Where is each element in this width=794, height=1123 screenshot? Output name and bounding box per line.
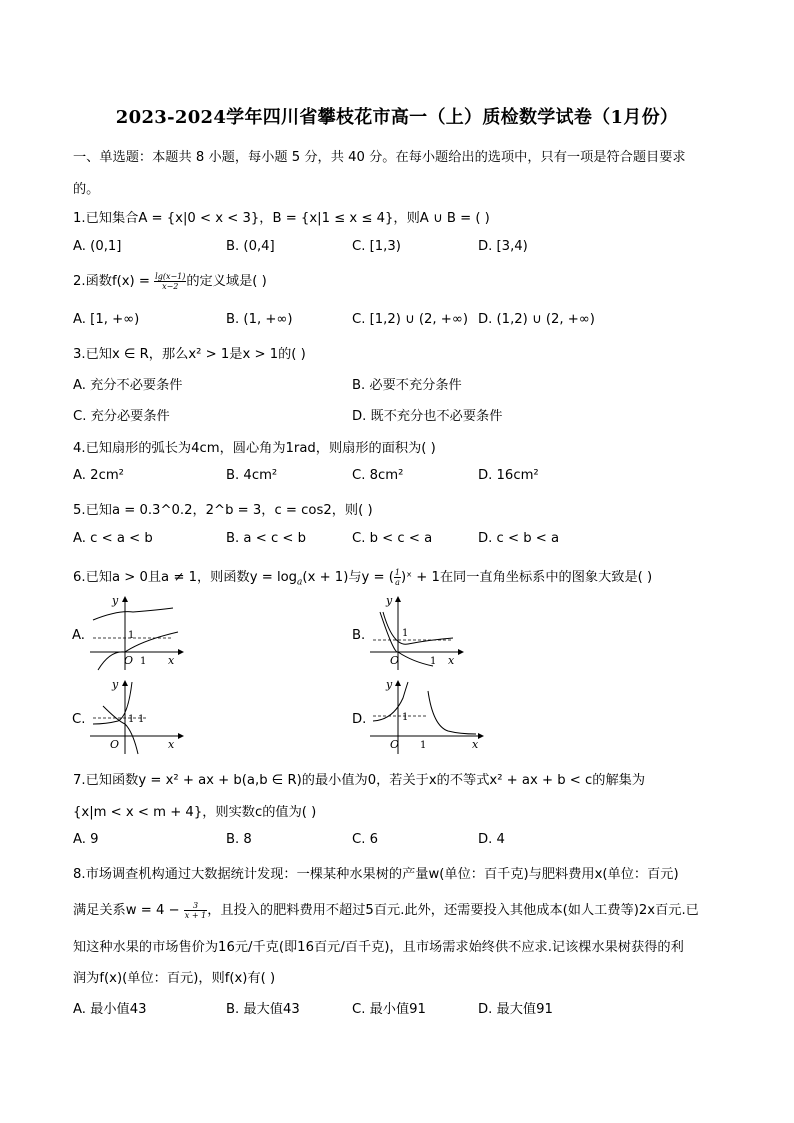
section-header-cont: 的。 [73,182,100,197]
question-8-line1: 8.市场调查机构通过大数据统计发现：一棵某种水果树的产量w(单位：百千克)与肥料费用x(单位：百元) [73,867,679,882]
log-curve [428,691,476,734]
q6-frac-den: a [395,577,400,587]
q8-fraction [184,901,207,920]
q8-line2-suffix: ，且投入的肥料费用不超过5百元.此外，还需要投入其他成本(如人工费等)2x百元.已 [207,903,699,918]
q4-option-d: D. 16cm² [478,468,539,483]
q6-option-c-label: C. [72,712,86,727]
q6-graph-a [88,592,188,672]
question-7-line2: {x|m < x < m + 4}，则实数c的值为( ) [73,805,317,820]
q3-option-a: A. 充分不必要条件 [73,378,183,393]
q2-fraction [154,272,186,291]
x-label: x [472,738,479,751]
q8-frac-den: x + 1 [184,910,207,920]
q5-option-d: D. c < b < a [478,531,560,546]
q3-option-c: C. 充分必要条件 [73,409,170,424]
q8-option-a: A. 最小值43 [73,1002,147,1017]
q4-option-a: A. 2cm² [73,468,124,483]
q1-option-c: C. [1,3) [352,239,401,254]
exp-curve [93,608,173,620]
question-2 [73,270,267,291]
q2-prefix: 2.函数f(x) = [73,274,155,289]
q6-mid: (x + 1)与y = ( [302,570,394,585]
y-label: y [112,678,119,691]
x-one-label: 1 [420,740,427,751]
q8-frac-num: 3 [184,901,207,911]
origin-label: O [390,738,400,751]
one-label: 1 [402,628,409,639]
q5-option-c: C. b < c < a [352,531,433,546]
x-one-label: 1 [430,656,437,667]
one-label: 1 [128,714,135,725]
q2-option-b: B. (1, +∞) [226,312,293,327]
q6-graph-b [368,592,468,672]
question-8-line2 [73,899,699,920]
q2-suffix: 的定义域是( ) [186,274,267,289]
q6-suffix: )ˣ + 1在同一直角坐标系中的图象大致是( ) [401,570,653,585]
question-4: 4.已知扇形的弧长为4cm，圆心角为1rad，则扇形的面积为( ) [73,441,436,456]
q2-frac-num: lg(x−1) [155,271,186,281]
question-6 [73,566,652,588]
q6-option-a-label: A. [72,628,85,643]
q8-option-b: B. 最大值43 [226,1002,300,1017]
q1-option-a: A. (0,1] [73,239,122,254]
q2-frac-den: x−2 [162,281,179,291]
q2-option-c: C. [1,2) ∪ (2, +∞) [352,312,468,327]
question-7-line1: 7.已知函数y = x² + ax + b(a,b ∈ R)的最小值为0，若关于x的不等式x² + ax + b < c的解集为 [73,773,646,788]
q6-log-base: a [297,577,303,588]
x-label: x [448,654,455,667]
y-label: y [112,594,119,607]
exp-curve [383,612,453,644]
log-curve [380,612,433,666]
page-title: 2023-2024学年四川省攀枝花市高一（上）质检数学试卷（1月份） [115,107,679,128]
one-label: 1 [128,630,135,641]
q1-option-b: B. (0,4] [226,239,275,254]
q4-option-c: C. 8cm² [352,468,404,483]
q7-option-b: B. 8 [226,832,252,847]
question-3: 3.已知x ∈ R，那么x² > 1是x > 1的( ) [73,347,306,362]
q8-option-d: D. 最大值91 [478,1002,553,1017]
q6-graph-d [368,676,488,756]
q6-option-b-label: B. [352,628,366,643]
q8-option-c: C. 最小值91 [352,1002,426,1017]
x-label: x [168,738,175,751]
q2-option-a: A. [1, +∞) [73,312,140,327]
q7-option-c: C. 6 [352,832,378,847]
origin-label: O [124,654,134,667]
origin-label: O [390,654,400,667]
q6-fraction [394,568,401,587]
q5-option-b: B. a < c < b [226,531,307,546]
q3-option-d: D. 既不充分也不必要条件 [352,409,503,424]
q7-option-a: A. 9 [73,832,99,847]
question-1: 1.已知集合A = {x|0 < x < 3}，B = {x|1 ≤ x ≤ 4}，则A ∪ B = ( ) [73,211,490,226]
q6-prefix: 6.已知a > 0且a ≠ 1，则函数y = log [73,570,298,585]
x-one-label: 1 [140,656,147,667]
q3-option-b: B. 必要不充分条件 [352,378,462,393]
question-5: 5.已知a = 0.3^0.2，2^b = 3，c = cos2，则( ) [73,503,373,518]
q6-frac-num: 1 [394,567,401,577]
origin-label: O [110,738,120,751]
y-label: y [386,594,393,607]
q5-option-a: A. c < a < b [73,531,153,546]
one-label: 1 [402,712,409,723]
q1-option-d: D. [3,4) [478,239,528,254]
question-8-line3: 知这种水果的市场售价为16元/千克(即16百元/百千克)，且市场需求始终供不应求.记该棵水果树获得的利 [73,940,684,955]
x-label: x [168,654,175,667]
q2-option-d: D. (1,2) ∪ (2, +∞) [478,312,595,327]
q4-option-b: B. 4cm² [226,468,278,483]
x-one-label: 1 [138,714,145,725]
y-label: y [386,678,393,691]
q8-line2-prefix: 满足关系w = 4 − [73,903,184,918]
section-header: 一、单选题：本题共 8 小题，每小题 5 分，共 40 分。在每小题给出的选项中，只有一项是符合题目要求 [73,150,686,165]
q6-graph-c [88,676,188,756]
q6-option-d-label: D. [352,712,367,727]
q7-option-d: D. 4 [478,832,505,847]
question-8-line4: 润为f(x)(单位：百元)，则f(x)有( ) [73,971,276,986]
